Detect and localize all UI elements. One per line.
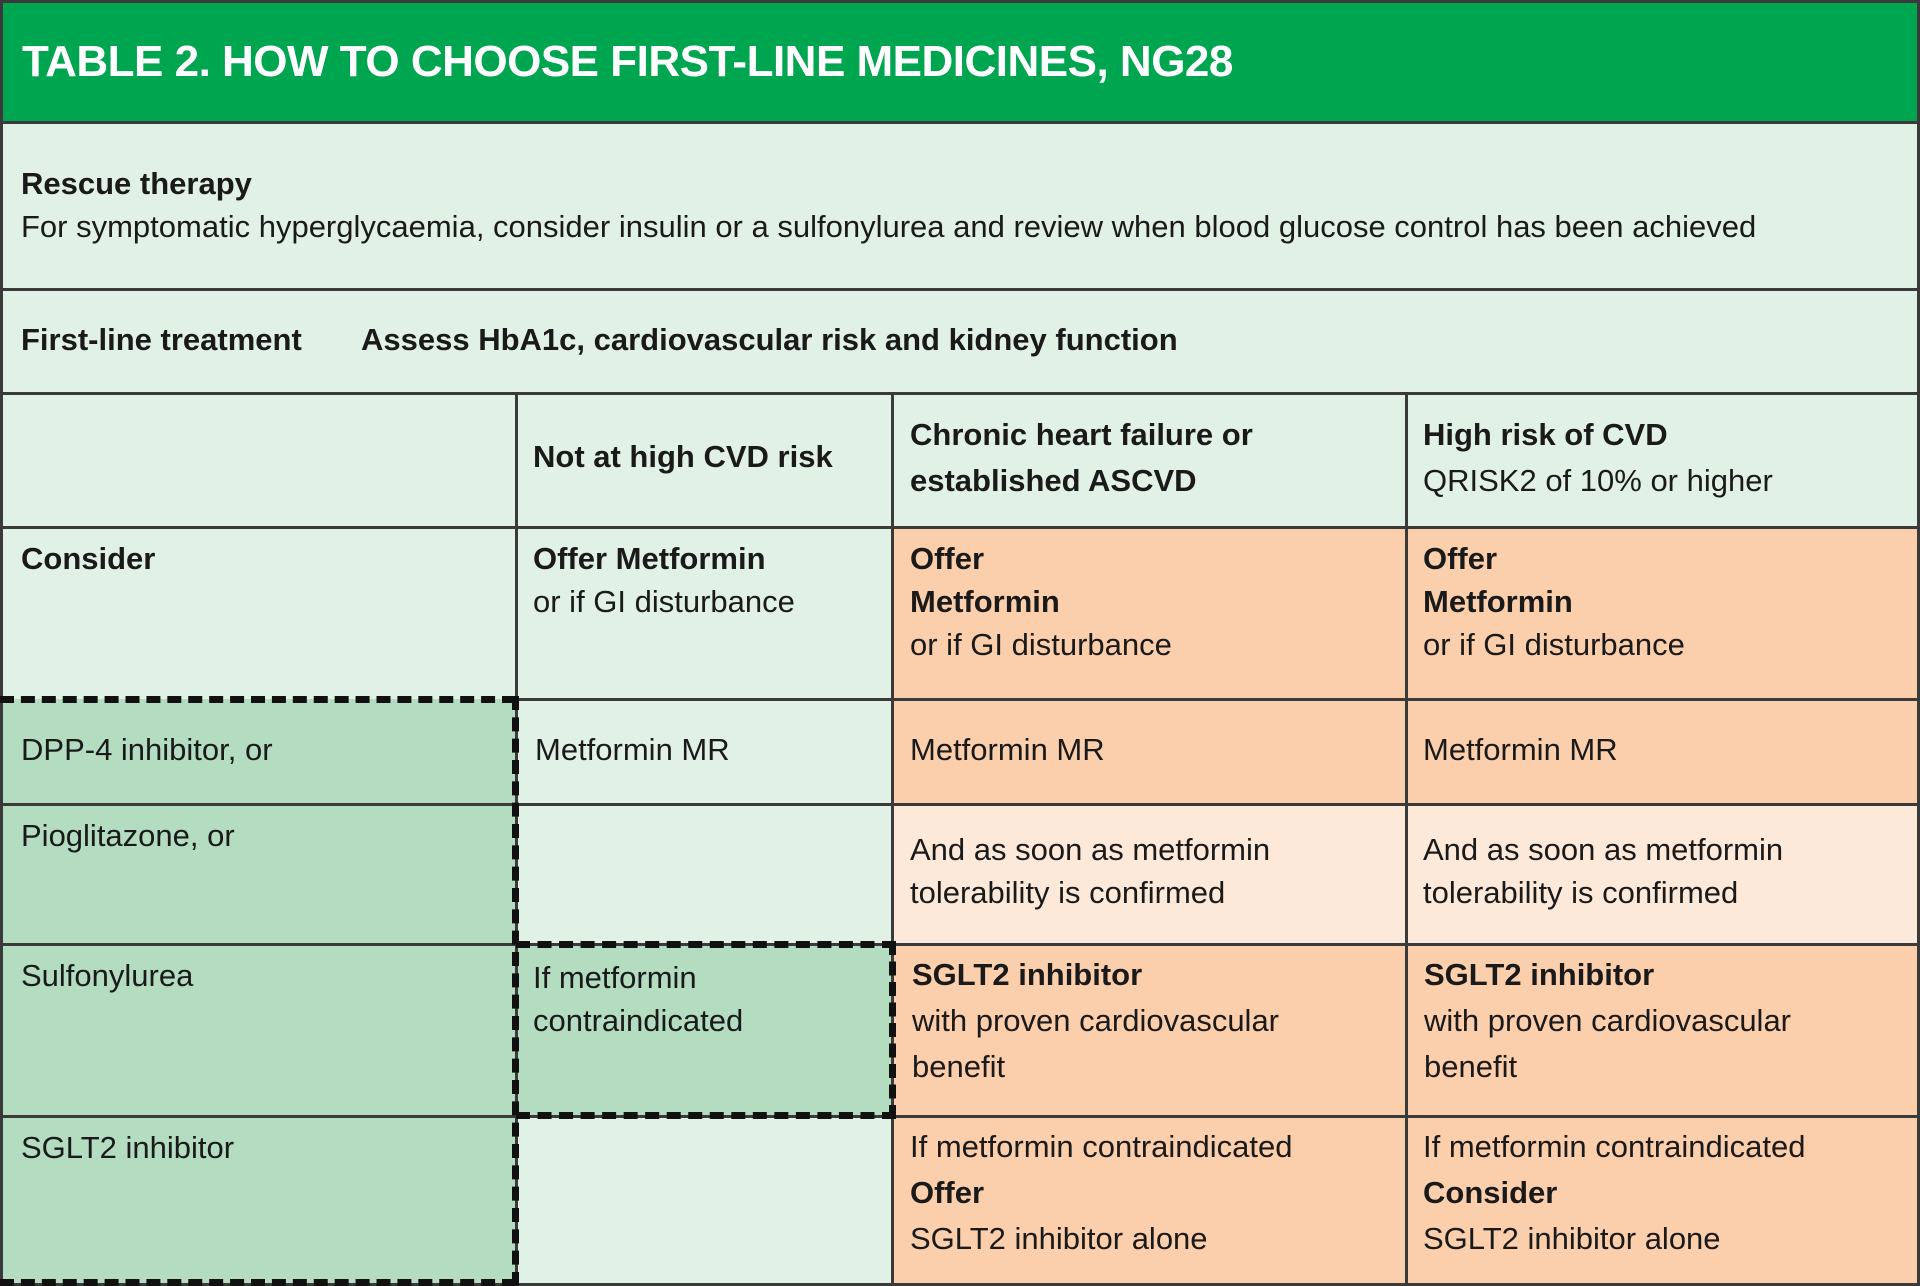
sglt2-high-bold: Consider [1423,1175,1558,1210]
rescue-heading: Rescue therapy [21,166,252,201]
row-label-dpp4: DPP-4 inhibitor, or [21,732,273,767]
rule-first-line [0,392,1920,395]
pioglitazone-chf [910,828,1270,914]
sulfonylurea-chf-bold: SGLT2 inhibitor [912,957,1143,992]
rule-pioglitazone [0,943,1920,946]
sulfonylurea-high [1424,952,1791,1090]
sglt2-chf-bold: Offer [910,1175,985,1210]
sglt2-high-line3: SGLT2 inhibitor alone [1423,1221,1721,1256]
rule-col-2 [891,392,894,1286]
col-header-high-sub: QRISK2 of 10% or higher [1423,463,1773,498]
row-label-pioglitazone: Pioglitazone, or [21,818,235,853]
sulfonylurea-chf [912,952,1279,1090]
sulfonylurea-not-high-line2: contraindicated [533,1003,744,1038]
row-label-consider: Consider [21,541,156,576]
consider-high-text: or if GI disturbance [1423,627,1685,662]
col-header-chf-line2: established ASCVD [910,463,1197,498]
dashed-box-left-right [512,696,519,1286]
dashed-box-left-bottom [0,1279,516,1286]
pioglitazone-not-high-cell [516,804,893,944]
sulfonylurea-not-high-line1: If metformin [533,960,697,995]
col-header-high-title: High risk of CVD [1423,417,1668,452]
consider-chf-offer: Offer [910,541,985,576]
col-header-chf [910,412,1253,504]
pioglitazone-high-line1: And as soon as metformin [1423,832,1784,867]
sulfonylurea-high-line2: with proven cardiovascular [1424,1003,1792,1038]
consider-not-high-bold: Offer Metformin [533,541,766,576]
dpp4-not-high: Metformin MR [535,732,730,767]
table-title: TABLE 2. HOW TO CHOOSE FIRST-LINE MEDICINES, NG28 [22,37,1233,86]
sulfonylurea-not-high [533,956,743,1042]
sglt2-high-line1: If metformin contraindicated [1423,1129,1806,1164]
rescue-block [21,162,1756,248]
rescue-text: For symptomatic hyperglycaemia, consider insulin or a sulfonylurea and review when blood glucose control has been achieved [21,209,1757,244]
rule-consider [516,698,1920,701]
sglt2-chf-line3: SGLT2 inhibitor alone [910,1221,1208,1256]
consider-high-offer: Offer [1423,541,1498,576]
rule-rescue [0,288,1920,291]
col-header-not-high: Not at high CVD risk [533,439,833,474]
rule-left [0,0,3,1286]
first-line-label: First-line treatment [21,322,302,357]
pioglitazone-chf-line1: And as soon as metformin [910,832,1271,867]
pioglitazone-chf-line2: tolerability is confirmed [910,875,1226,910]
sulfonylurea-chf-line2: with proven cardiovascular [912,1003,1280,1038]
sulfonylurea-high-bold: SGLT2 inhibitor [1424,957,1655,992]
consider-chf [910,537,1172,666]
header-cell-empty [0,394,516,527]
col-header-high [1423,412,1773,504]
rule-header-row [0,526,1920,529]
pioglitazone-high-line2: tolerability is confirmed [1423,875,1739,910]
pioglitazone-high [1423,828,1783,914]
consider-chf-drug: Metformin [910,584,1060,619]
first-line-instruction: Assess HbA1c, cardiovascular risk and kidney function [361,322,1178,357]
dashed-box-mid-right [889,941,896,1119]
consider-not-high-text: or if GI disturbance [533,584,795,619]
consider-high-drug: Metformin [1423,584,1573,619]
rule-top [0,0,1920,3]
rule-sulfonylurea [0,1115,1920,1118]
rule-title [0,121,1920,124]
row-label-sglt2: SGLT2 inhibitor [21,1130,235,1165]
consider-high [1423,537,1685,666]
rule-dpp4 [0,803,1920,806]
row-label-sulfonylurea: Sulfonylurea [21,958,194,993]
consider-not-high [533,537,795,623]
dashed-box-left-top [0,696,516,703]
sglt2-not-high-cell [516,1116,893,1286]
sulfonylurea-chf-line3: benefit [912,1049,1006,1084]
dashed-box-mid-bottom [516,1112,896,1119]
sulfonylurea-high-line3: benefit [1424,1049,1518,1084]
dashed-box-mid-top [516,941,896,948]
sglt2-chf-line1: If metformin contraindicated [910,1129,1293,1164]
rule-col-3 [1405,392,1408,1286]
col-header-chf-line1: Chronic heart failure or [910,417,1253,452]
sglt2-chf [910,1124,1293,1262]
dpp4-high: Metformin MR [1423,732,1618,767]
sglt2-high [1423,1124,1806,1262]
consider-chf-text: or if GI disturbance [910,627,1172,662]
dpp4-chf: Metformin MR [910,732,1105,767]
